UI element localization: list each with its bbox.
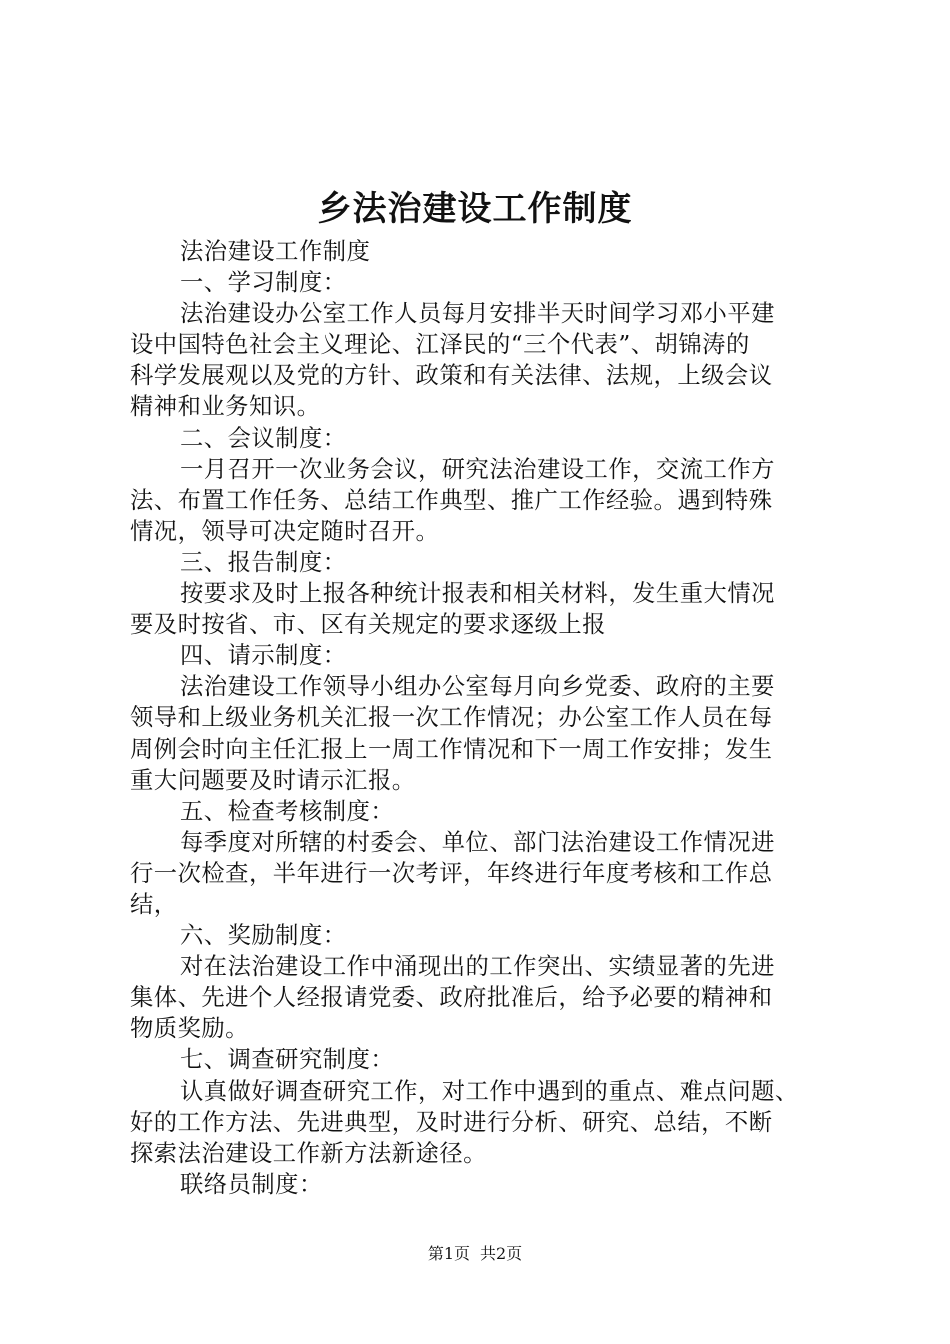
page-number-total: 共2页 [480,1244,523,1263]
text-line: 好的工作方法、先进典型，及时进行分析、研究、总结，不断 [130,1108,773,1136]
text-line: 一、学习制度： [180,269,347,297]
text-line: 重大问题要及时请示汇报。 [130,766,416,794]
text-line: 联络员制度： [180,1170,323,1198]
text-line: 领导和上级业务机关汇报一次工作情况；办公室工作人员在每 [130,704,773,732]
text-line: 结， [130,890,178,918]
page-number-current: 第1页 [427,1244,470,1263]
text-line: 精神和业务知识。 [130,393,321,421]
text-line: 法、布置工作任务、总结工作典型、推广工作经验。遇到特殊 [130,486,773,514]
text-line: 对在法治建设工作中涌现出的工作突出、实绩显著的先进 [180,953,775,981]
text-line: 三、报告制度： [180,548,347,576]
text-line: 五、检查考核制度： [180,797,395,825]
text-line: 六、奖励制度： [180,922,347,950]
text-line: 法治建设工作领导小组办公室每月向乡党委、政府的主要 [180,673,775,701]
text-line: 集体、先进个人经报请党委、政府批准后，给予必要的精神和 [130,984,773,1012]
text-line: 七、调查研究制度： [180,1046,395,1074]
text-line: 科学发展观以及党的方针、政策和有关法律、法规，上级会议 [130,362,773,390]
text-line: 认真做好调查研究工作，对工作中遇到的重点、难点问题、 [180,1077,799,1105]
text-line: 按要求及时上报各种统计报表和相关材料，发生重大情况 [180,580,775,608]
page-footer [0,1243,950,1265]
document-body [130,236,830,1200]
text-line: 物质奖励。 [130,1015,249,1043]
text-line: 探索法治建设工作新方法新途径。 [130,1139,487,1167]
text-line: 每季度对所辖的村委会、单位、部门法治建设工作情况进 [180,828,775,856]
document-title: 乡法治建设工作制度 [317,189,633,229]
text-line: 设中国特色社会主义理论、江泽民的“三个代表”、胡锦涛的 [130,331,750,359]
text-line: 行一次检查，半年进行一次考评，年终进行年度考核和工作总 [130,859,773,887]
text-line: 要及时按省、市、区有关规定的要求逐级上报 [130,611,606,639]
text-line: 四、请示制度： [180,642,347,670]
text-line: 情况，领导可决定随时召开。 [130,517,440,545]
text-line: 一月召开一次业务会议，研究法治建设工作，交流工作方 [180,455,775,483]
text-line: 法治建设办公室工作人员每月安排半天时间学习邓小平建 [180,300,775,328]
text-line: 周例会时向主任汇报上一周工作情况和下一周工作安排；发生 [130,735,773,763]
text-line: 二、会议制度： [180,424,347,452]
text-line: 法治建设工作制度 [180,238,371,265]
